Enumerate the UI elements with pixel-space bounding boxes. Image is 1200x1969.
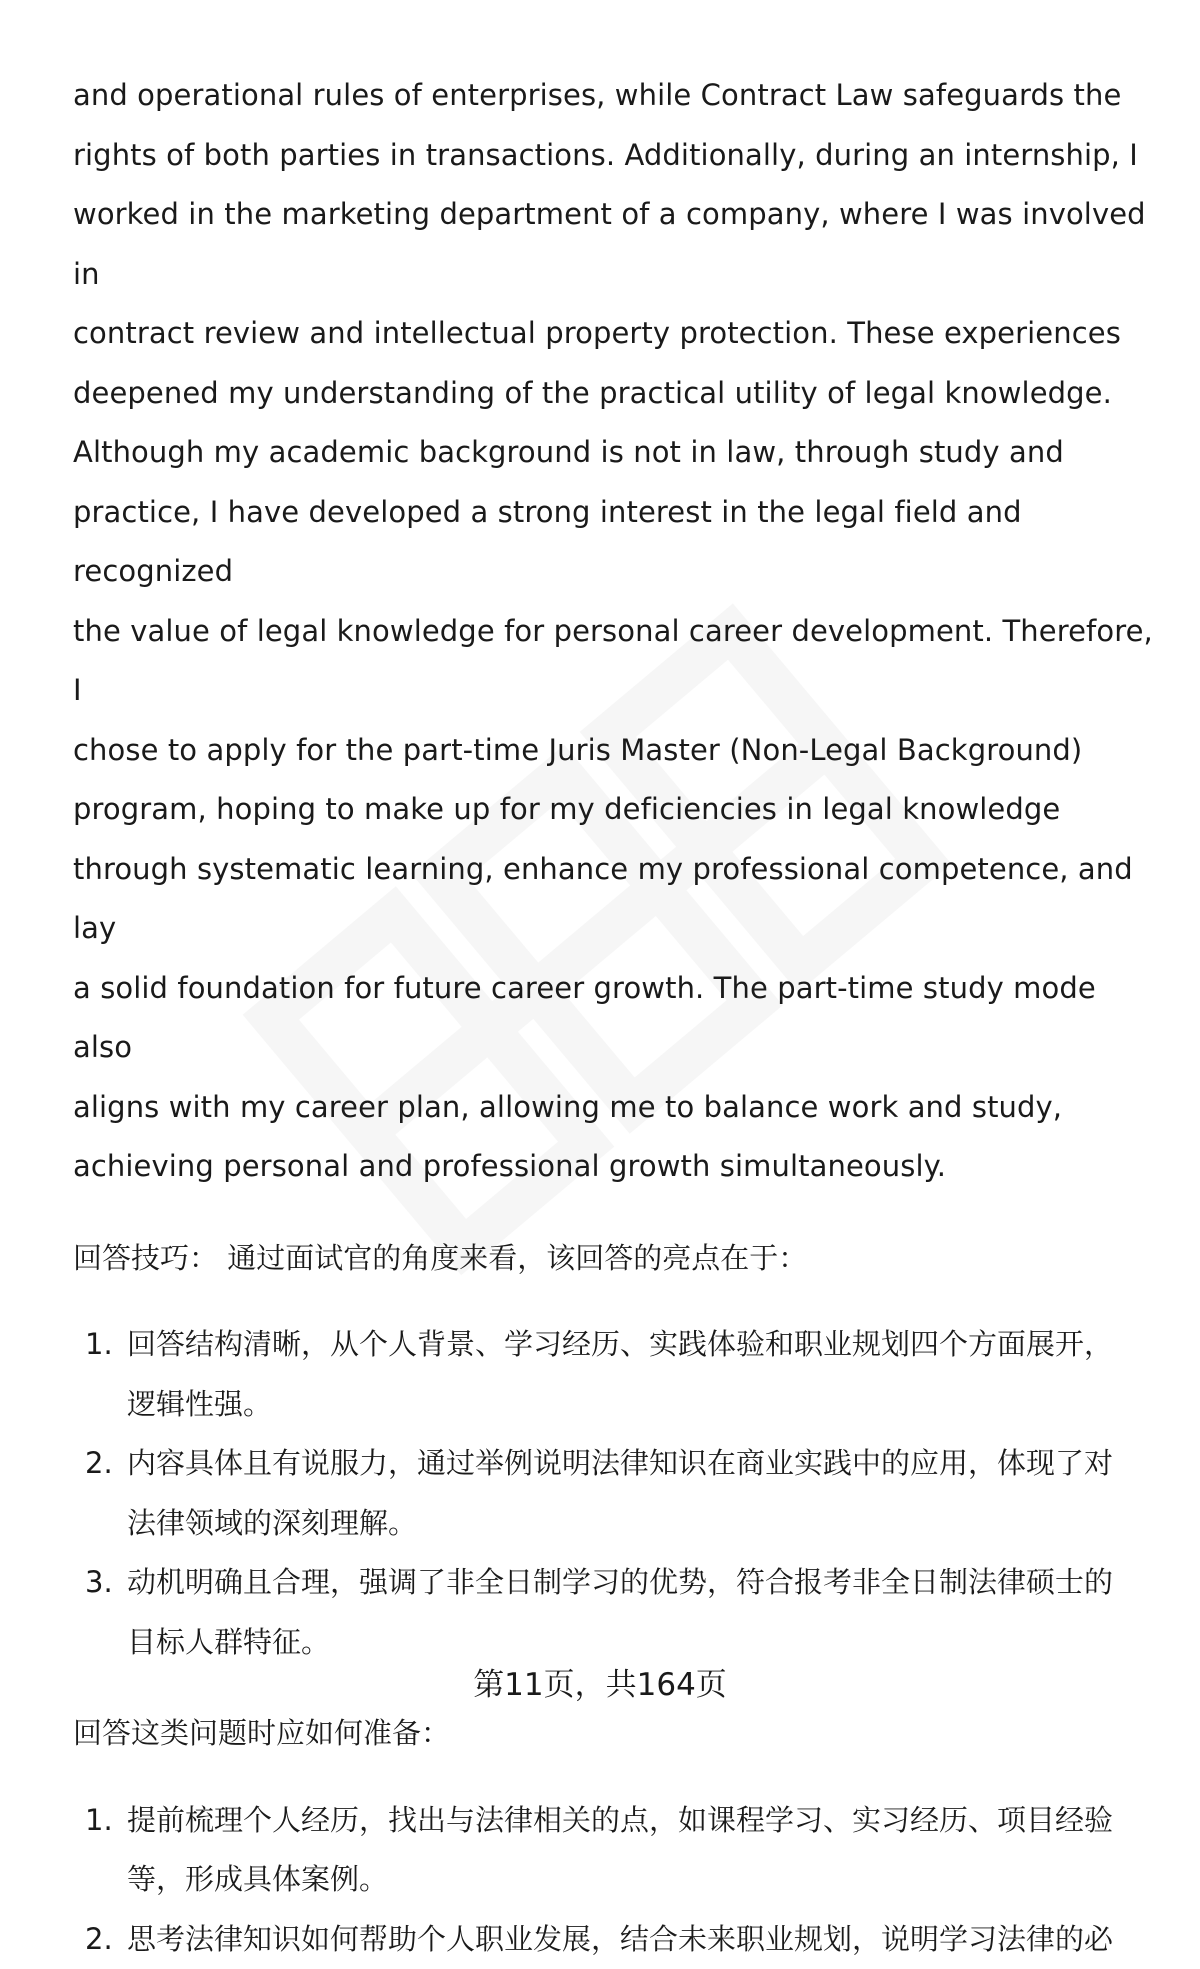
list-number: 1. [85,1315,113,1375]
list-item-line: 思考法律知识如何帮助个人职业发展，结合未来职业规划，说明学习法律的必 [127,1922,1113,1956]
list-item-line: 动机明确且合理，强调了非全日制学习的优势，符合报考非全日制法律硕士的 [127,1565,1113,1599]
list-number: 3. [85,1553,113,1613]
prep-list [73,1791,1163,1969]
paragraph-line: Although my academic background is not in law, through study and [73,435,1064,469]
list-item-line: 目标人群特征。 [127,1625,330,1659]
list-number: 2. [85,1434,113,1494]
list-number: 1. [85,1791,113,1851]
paragraph-line: worked in the marketing department of a company, where I was involved in [73,197,1146,291]
paragraph-line: chose to apply for the part-time Juris Master (Non-Legal Background) [73,733,1082,767]
paragraph-line: a solid foundation for future career growth. The part-time study mode also [73,971,1096,1065]
paragraph-line: through systematic learning, enhance my professional competence, and lay [73,852,1133,946]
list-item [73,1791,1163,1910]
paragraph-line: achieving personal and professional growth simultaneously. [73,1149,946,1183]
list-item-line: 法律领域的深刻理解。 [127,1506,417,1540]
paragraph-line: contract review and intellectual property protection. These experiences [73,316,1121,350]
tips-heading: 回答技巧： 通过面试官的角度来看，该回答的亮点在于： [73,1229,1163,1289]
list-number: 2. [85,1910,113,1969]
prep-heading: 回答这类问题时应如何准备： [73,1704,1163,1764]
list-item-line: 内容具体且有说服力，通过举例说明法律知识在商业实践中的应用，体现了对 [127,1446,1113,1480]
list-item [73,1434,1163,1553]
list-item [73,1315,1163,1434]
page-indicator: 第11页，共164页 [473,1667,727,1703]
body-paragraph [73,66,1163,1197]
tips-list [73,1315,1163,1672]
list-item-line: 等，形成具体案例。 [127,1862,388,1896]
paragraph-line: program, hoping to make up for my deficiencies in legal knowledge [73,792,1060,826]
paragraph-line: rights of both parties in transactions. Additionally, during an internship, I [73,138,1138,172]
paragraph-line: aligns with my career plan, allowing me to balance work and study, [73,1090,1062,1124]
list-item-line: 提前梳理个人经历，找出与法律相关的点，如课程学习、实习经历、项目经验 [127,1803,1113,1837]
paragraph-line: and operational rules of enterprises, while Contract Law safeguards the [73,78,1121,112]
list-item [73,1910,1163,1969]
page-footer [0,1665,1200,1705]
paragraph-line: deepened my understanding of the practical utility of legal knowledge. [73,376,1112,410]
paragraph-line: practice, I have developed a strong interest in the legal field and recognized [73,495,1022,589]
paragraph-line: the value of legal knowledge for personal career development. Therefore, I [73,614,1153,708]
list-item [73,1553,1163,1672]
list-item-line: 逻辑性强。 [127,1387,272,1421]
list-item-line: 回答结构清晰，从个人背景、学习经历、实践体验和职业规划四个方面展开， [127,1327,1113,1361]
